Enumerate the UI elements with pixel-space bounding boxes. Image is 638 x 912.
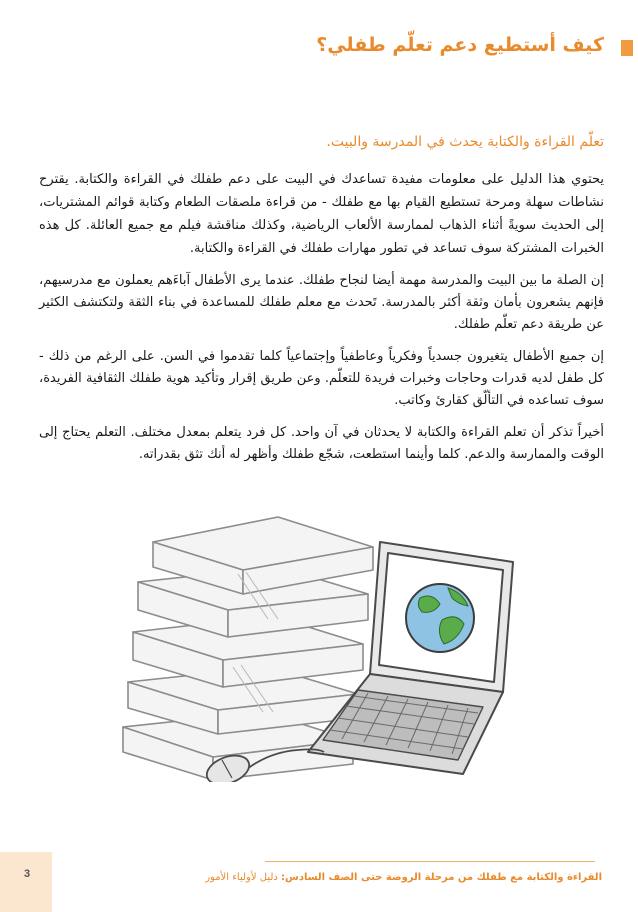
page-number-box (0, 852, 52, 912)
footer-title: القراءة والكتابة مع طفلك من مرحلة الروضة حتى الصف السادس: (281, 872, 602, 883)
paragraph-1: يحتوي هذا الدليل على معلومات مفيدة تساعدك في البيت على دعم طفلك في القراءة والكتابة. يقترح نشاطات سهلة ومرحة تستطيع القيام بها مع طفلك - من قراءة ملصقات الطعام وكتابة قوائم المشتريات، إلى الحديث سويةً أثناء الذهاب لممارسة الألعاب الرياضية، وكذلك مناقشة فيلم مع جميع العائلة. كل هذه الخبرات المشتركة سوف تساعد في تطور مهارات طفلك في القراءة والكتابة. (39, 172, 604, 256)
paragraph-4: أخيراً تذكر أن تعلم القراءة والكتابة لا يحدثان في آن واحد. كل فرد يتعلم بمعدل مختلف. التعلم يحتاج إلى الوقت والممارسة والدعم. كلما وأينما استطعت، شجّع طفلك وأظهر له أنك تثق بقدراته. (39, 425, 604, 462)
heading-marker (621, 40, 633, 56)
page-number: 3 (24, 868, 31, 880)
paragraph-3: إن جميع الأطفال يتغيرون جسدياً وفكرياً وعاطفياً وإجتماعياً كلما تقدموا في السن. على الرغم من ذلك - كل طفل لديه قدرات وحاجات وخبرات فريدة للتعلّم. وعن طريق إقرار وتأكيد هوية طفلك الثقافية الفريدة، سوف تساعده في التألّق كقارئ وكاتب. (39, 349, 604, 408)
page-subtitle: تعلّم القراءة والكتابة يحدث في المدرسة والبيت. (326, 134, 604, 150)
globe-icon (406, 584, 474, 652)
footer-divider (265, 861, 595, 862)
books-laptop-illustration (118, 512, 528, 782)
body-text (39, 168, 604, 476)
page-title: كيف أستطيع دعم تعلّم طفلي؟ (316, 34, 604, 56)
paragraph-2: إن الصلة ما بين البيت والمدرسة مهمة أيضا لنجاح طفلك. عندما يرى الأطفال آباءَهم يعملون مع مدرسيهم، فإنهم يشعرون بأمان وثقة أكثر بالمدرسة. تَحدث مع معلم طفلك للمساعدة في بناء الثقة ولتكتشف الكثير عن طريقة دعم تعلّم طفلك. (39, 273, 604, 332)
footer-guide: دليل لأولياء الأمور (205, 872, 282, 883)
footer (205, 872, 602, 883)
